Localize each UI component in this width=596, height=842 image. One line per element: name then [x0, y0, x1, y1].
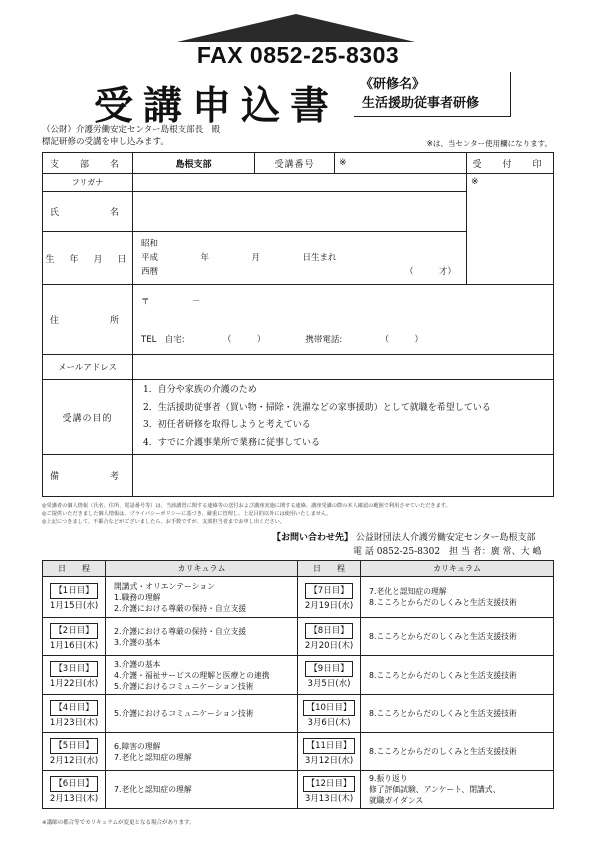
- curriculum-item: 7.老化と認知症の理解: [114, 785, 192, 794]
- page-title: 受講申込書: [94, 84, 340, 129]
- curriculum-item: 1.職務の理解: [114, 592, 161, 602]
- curriculum-item: 8.こころとからだのしくみと生活支援技術: [369, 747, 517, 756]
- schedule-day: [43, 771, 106, 809]
- remarks-field[interactable]: [133, 455, 554, 497]
- schedule-day: [43, 695, 106, 733]
- birth-label: 生 年 月 日: [43, 232, 133, 285]
- addressee: [42, 124, 220, 148]
- address-field[interactable]: [133, 285, 554, 355]
- name-label: 氏 名: [43, 192, 133, 232]
- purpose-option[interactable]: 3．初任者研修を取得しようと考えている: [143, 420, 311, 430]
- schedule-day: [43, 733, 106, 771]
- schedule-row: [43, 733, 554, 771]
- age-field: （ 才）: [404, 267, 456, 277]
- schedule-row: [43, 695, 554, 733]
- schedule-day: [298, 733, 361, 771]
- curriculum-item: 3.介護の基本: [114, 637, 161, 647]
- birth-field[interactable]: [133, 232, 467, 285]
- curriculum-item: 4.介護・福祉サービスの理解と医療との連携: [114, 670, 270, 680]
- day-date: 3月12日(水): [304, 755, 354, 766]
- day-number: 【11日目】: [303, 738, 356, 754]
- application-form: [42, 152, 554, 497]
- schedule-day: [298, 656, 361, 695]
- day-number: 【8日目】: [305, 623, 352, 639]
- day-date: 1月22日(水): [49, 679, 99, 689]
- curriculum-cell: [361, 577, 554, 618]
- contact-heading: 【お問い合わせ先】: [272, 533, 354, 543]
- curriculum-item: 5.介護におけるコミュニケーション技術: [114, 709, 254, 718]
- name-field[interactable]: [133, 192, 467, 232]
- curriculum-item: 8.こころとからだのしくみと生活支援技術: [369, 709, 517, 718]
- day-number: 【10日目】: [303, 700, 356, 716]
- day-number: 【5日目】: [50, 738, 97, 754]
- day-date: 2月12日(水): [49, 755, 99, 766]
- curriculum-item: 8.こころとからだのしくみと生活支援技術: [369, 670, 517, 680]
- curriculum-cell: [106, 656, 298, 695]
- curriculum-cell: [106, 577, 298, 618]
- contact-phone: 電 話 0852-25-8302 担 当 者：廣 常、大 嶋: [353, 547, 542, 557]
- curriculum-cell: [106, 695, 298, 733]
- address-label: 住 所: [43, 285, 133, 355]
- contact-block: [272, 530, 536, 543]
- schedule-header: カリキュラム: [106, 561, 298, 577]
- number-label: 受講番号: [255, 153, 335, 174]
- stamp-label: 受 付 印: [467, 153, 554, 174]
- era-heisei-line: 平成 年 月 日生まれ: [141, 253, 337, 263]
- schedule-day: [43, 577, 106, 618]
- curriculum-item: 修了評価試験、アンケート、閉講式、: [369, 785, 501, 794]
- purpose-label: 受講の目的: [43, 380, 133, 455]
- day-number: 【3日目】: [50, 661, 97, 677]
- privacy-line: ◎ご提供いただきました個人情報は、プライバシーポリシーに基づき、厳重に管理し、上記目的以外には使用いたしません。: [42, 511, 332, 517]
- curriculum-item: 5.介護におけるコミュニケーション技術: [114, 681, 254, 691]
- privacy-line: ◎上記につきまして、不都合などがございましたら、お手数ですが、支部担当者までお申し出ください。: [42, 519, 285, 525]
- era-showa: 昭和: [141, 239, 159, 249]
- day-number: 【7日目】: [305, 583, 352, 599]
- day-date: 3月5日(水): [307, 679, 351, 689]
- email-label: メールアドレス: [43, 355, 133, 380]
- office-use-note: ※は、当センター使用欄になります。: [426, 139, 552, 148]
- schedule-row: [43, 577, 554, 618]
- schedule-day: [43, 656, 106, 695]
- day-number: 【4日目】: [50, 700, 97, 716]
- schedule-day: [298, 577, 361, 618]
- curriculum-cell: [361, 618, 554, 656]
- branch-label: 支 部 名: [43, 153, 133, 174]
- privacy-line: ◎受講者の個人情報（氏名、住所、電話番号等）は、当該講習に関する連絡等の送付および講座実施に関する連絡、講座受講の際の本人確認の範囲で利用させていただきます。: [42, 503, 451, 509]
- email-field[interactable]: [133, 355, 554, 380]
- day-date: 3月13日(木): [304, 793, 354, 804]
- mobile-phone: 携帯電話: （ ）: [305, 334, 424, 345]
- curriculum-cell: [106, 618, 298, 656]
- curriculum-cell: [106, 733, 298, 771]
- schedule-row: [43, 771, 554, 809]
- curriculum-item: 8.こころとからだのしくみと生活支援技術: [369, 598, 517, 607]
- furigana-label: フリガナ: [43, 174, 133, 192]
- curriculum-item: 開講式・オリエンテーション: [114, 581, 215, 591]
- fax-number: FAX 0852-25-8303: [196, 42, 400, 68]
- day-date: 2月20日(木): [304, 640, 354, 651]
- day-number: 【1日目】: [50, 583, 97, 599]
- purpose-option[interactable]: 2．生活援助従事者（買い物・掃除・洗濯などの家事援助）として就職を希望している: [143, 402, 491, 413]
- day-date: 1月15日(水): [49, 601, 99, 611]
- day-number: 【9日目】: [305, 661, 352, 677]
- schedule-day: [298, 771, 361, 809]
- schedule-row: [43, 618, 554, 656]
- curriculum-item: 9.振り返り: [369, 774, 408, 783]
- contact-org: 公益財団法人介護労働安定センター島根支部: [355, 533, 536, 543]
- home-phone: TEL 自宅: （ ）: [141, 334, 266, 345]
- schedule-table: [42, 560, 554, 809]
- schedule-header: カリキュラム: [361, 561, 554, 577]
- curriculum-cell: [361, 733, 554, 771]
- schedule-day: [298, 695, 361, 733]
- curriculum-item: 6.障害の理解: [114, 741, 161, 751]
- curriculum-item: 3.介護の基本: [114, 659, 161, 669]
- stamp-area: [467, 174, 554, 285]
- curriculum-item: 8.こころとからだのしくみと生活支援技術: [369, 632, 517, 641]
- number-field[interactable]: ※: [335, 153, 467, 174]
- purpose-options: [133, 380, 554, 455]
- curriculum-cell: [106, 771, 298, 809]
- remarks-label: 備 考: [43, 455, 133, 497]
- day-number: 【6日目】: [50, 776, 97, 792]
- era-seireki: 西暦: [141, 267, 159, 277]
- schedule-day: [43, 618, 106, 656]
- branch-value: 島根支部: [133, 153, 255, 174]
- schedule-row: [43, 656, 554, 695]
- postal-code: 〒 －: [141, 296, 201, 307]
- curriculum-item: 7.老化と認知症の理解: [369, 587, 447, 596]
- furigana-field[interactable]: [133, 174, 467, 192]
- course-label: 《研修名》: [360, 77, 426, 92]
- curriculum-item: 2.介護における尊厳の保持・自立支援: [114, 626, 247, 636]
- day-number: 【12日目】: [303, 776, 356, 792]
- curriculum-cell: [361, 656, 554, 695]
- curriculum-item: 就職ガイダンス: [369, 796, 424, 805]
- day-date: 1月16日(木): [49, 640, 99, 651]
- curriculum-item: 7.老化と認知症の理解: [114, 752, 192, 762]
- curriculum-cell: [361, 695, 554, 733]
- schedule-header: 日 程: [298, 561, 361, 577]
- day-date: 3月6日(木): [307, 717, 351, 728]
- day-date: 2月13日(木): [49, 793, 99, 804]
- addressee-line: （公財）介護労働安定センター島根支部長 殿: [42, 125, 221, 135]
- stamp-mark: ※: [471, 177, 479, 187]
- roof-decoration: [177, 14, 415, 42]
- request-line: 標記研修の受講を申し込みます。: [42, 137, 169, 147]
- curriculum-cell: [361, 771, 554, 809]
- privacy-notice: [42, 502, 562, 526]
- day-date: 2月19日(水): [304, 601, 354, 611]
- footnote: ※講師の都合等でカリキュラムが変更となる場合があります。: [42, 820, 195, 826]
- day-number: 【2日目】: [50, 623, 97, 639]
- day-date: 1月23日(木): [49, 717, 99, 728]
- schedule-day: [298, 618, 361, 656]
- purpose-option[interactable]: 4．すでに介護事業所で業務に従事している: [143, 437, 320, 448]
- schedule-header: 日 程: [43, 561, 106, 577]
- purpose-option[interactable]: 1．自分や家族の介護のため: [143, 385, 257, 395]
- curriculum-item: 2.介護における尊厳の保持・自立支援: [114, 603, 247, 613]
- course-name: 生活援助従事者研修: [362, 96, 480, 111]
